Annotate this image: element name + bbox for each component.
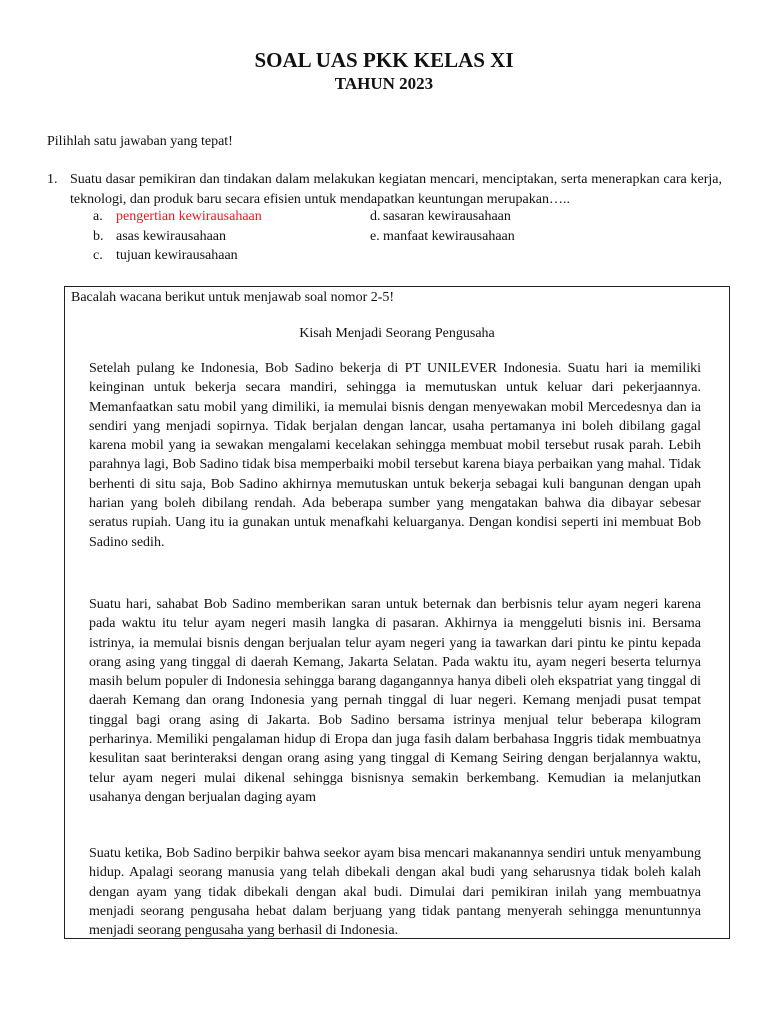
option-b	[93, 228, 226, 246]
option-a	[93, 208, 262, 226]
option-letter: a.	[93, 209, 103, 224]
passage-paragraph-1: Setelah pulang ke Indonesia, Bob Sadino bekerja di PT UNILEVER Indonesia. Suatu hari ia memiliki keinginan untuk bekerja secara mandiri, sehingga ia memutuskan untuk keluar dari pekerjaannya. Memanfaatkan satu mobil yang dimiliki, ia memulai bisnis dengan menyewakan mobil Mercedesnya dan ia sendiri yang menjadi sopirnya. Tidak berjalan dengan lancar, usaha pertamanya ini boleh dibilang gagal karena mobil yang ia sewakan mengalami kecelakan sehingga membuat mobil tersebut rusak parah. Lebih parahnya lagi, Bob Sadino tidak bisa memperbaiki mobil tersebut karena biaya perbaikan yang mahal. Tidak berhenti di situ saja, Bob Sadino akhirnya memutuskan untuk bekerja sebagai kuli bangunan dengan upah harian yang boleh dibilang rendah. Ada beberapa sumber yang mengatakan bahwa dia dibayar sebesar seratus rupiah. Uang itu ia gunakan untuk menafkahi keluarganya. Dengan kondisi seperti ini membuat Bob Sadino sedih.	[89, 361, 701, 550]
option-letter: b.	[93, 229, 104, 244]
story-title: Kisah Menjadi Seorang Pengusaha	[299, 326, 495, 341]
option-c	[93, 247, 238, 265]
question-text: Suatu dasar pemikiran dan tindakan dalam melakukan kegiatan mencari, menciptakan, serta menerapkan cara kerja, teknologi, dan produk baru secara efisien untuk mendapatkan keuntungan merupakan…..	[70, 172, 722, 207]
question-number: 1.	[47, 172, 58, 187]
document-subtitle: TAHUN 2023	[334, 74, 434, 93]
option-text: asas kewirausahaan	[116, 229, 227, 244]
option-text: sasaran kewirausahaan	[383, 209, 511, 224]
option-letter: e.	[370, 229, 380, 244]
passage-paragraph-2: Suatu hari, sahabat Bob Sadino memberikan saran untuk beternak dan berbisnis telur ayam negeri karena pada waktu itu telur ayam negeri masih langka di pasaran. Akhirnya ia menggeluti bisnis ini. Bersama istrinya, ia memulai bisnis dengan berjualan telur ayam negeri yang ia tawarkan dari pintu ke pintu kepada orang asing yang tinggal di daerah Kemang, Jakarta Selatan. Pada waktu itu, ayam negeri beserta telurnya masih belum populer di Indonesia sehingga barang dagangannya hanya dibeli oleh ekspatriat yang tinggal di daerah Kemang dan orang Indonesia yang pernah tinggal di luar negeri. Kemang menjadi pusat tempat tinggal bagi orang asing di Jakarta. Bob Sadino bersama istrinya menjual telur beberapa kilogram perharinya. Memiliki pengalaman hidup di Eropa dan juga fasih dalam berbahasa Inggris tidak membuatnya kesulitan saat berinteraksi dengan orang asing yang tinggal di Kemang Seiring dengan berjalannya waktu, telur ayam negeri mulai dikenal sehingga bisnisnya semakin berkembang. Kemudian ia melanjutkan usahanya dengan berjualan daging ayam	[89, 597, 701, 805]
passage-intro: Bacalah wacana berikut untuk menjawab soal nomor 2-5!	[71, 290, 395, 305]
option-text: tujuan kewirausahaan	[116, 248, 238, 263]
option-letter: c.	[93, 248, 103, 263]
option-letter: d.	[370, 209, 381, 224]
option-text-correct: pengertian kewirausahaan	[116, 209, 262, 224]
option-d	[370, 208, 511, 226]
option-e	[370, 228, 515, 246]
passage-paragraph-3: Suatu ketika, Bob Sadino berpikir bahwa seekor ayam bisa mencari makanannya sendiri untuk menyambung hidup. Apalagi seorang manusia yang telah dibekali dengan akal budi yang seharusnya tidak boleh kalah dengan ayam yang tidak dibekali dengan akal budi. Dimulai dari pemikiran inilah yang membuatnya menjadi seorang pengusaha hebat dalam berjuang yang tidak pantang menyerah sehingga menuntunnya menjadi seorang pengusaha yang berhasil di Indonesia.	[89, 846, 701, 939]
instruction-text: Pilihlah satu jawaban yang tepat!	[47, 134, 233, 149]
passage-box	[64, 286, 730, 939]
option-text: manfaat kewirausahaan	[383, 229, 515, 244]
document-title: SOAL UAS PKK KELAS XI	[254, 48, 514, 72]
